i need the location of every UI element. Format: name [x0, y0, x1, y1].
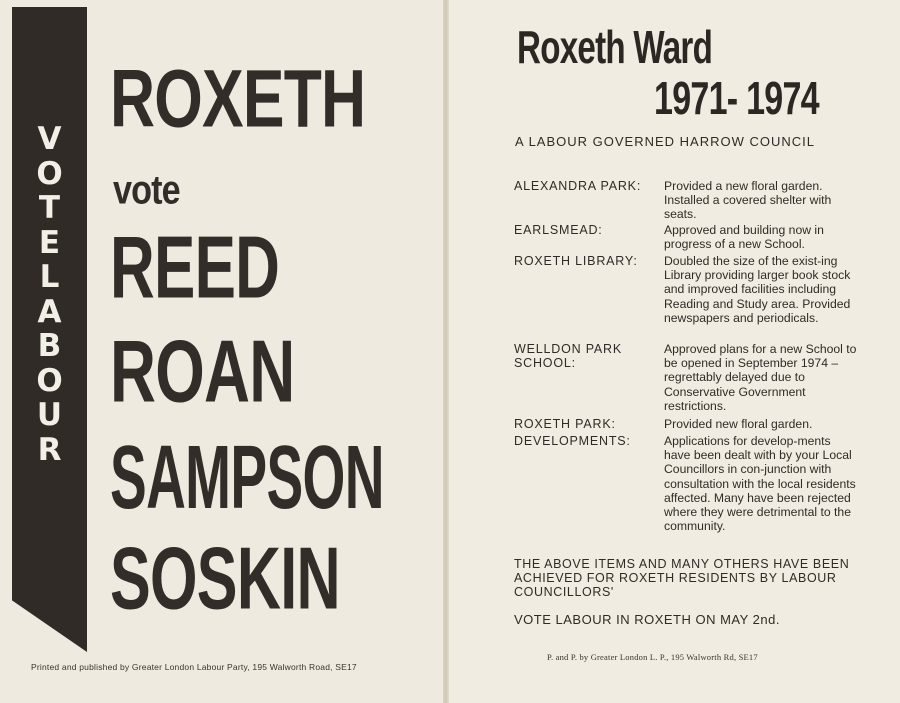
banner-letter: T	[38, 190, 61, 226]
item-description: Provided new floral garden.	[664, 417, 813, 431]
item-description: Doubled the size of the exist-ing Library providing larger book stock and improved facilities including Reading and Study area. Provided newspapers and periodicals.	[664, 254, 851, 325]
closing-statement: THE ABOVE ITEMS AND MANY OTHERS HAVE BEEN ACHIEVED FOR ROXETH RESIDENTS BY LABOUR COUNCILLORS'	[514, 557, 850, 599]
item-label: ALEXANDRA PARK:	[514, 179, 642, 193]
banner-letter: B	[37, 328, 62, 364]
item-description: Provided a new floral garden. Installed a covered shelter with seats.	[664, 179, 832, 222]
banner-letter: L	[39, 259, 60, 295]
item-label: EARLSMEAD:	[514, 223, 603, 237]
item-label: WELLDON PARK SCHOOL:	[514, 342, 623, 370]
subheading: A LABOUR GOVERNED HARROW COUNCIL	[515, 134, 815, 149]
item-label: ROXETH PARK:	[514, 417, 616, 431]
vote-call-to-action: VOTE LABOUR IN ROXETH ON MAY 2nd.	[514, 612, 780, 627]
item-label: DEVELOPMENTS:	[514, 434, 631, 448]
banner-letter: U	[36, 397, 63, 433]
page-title: Roxeth Ward	[517, 21, 713, 73]
vote-word: vote	[113, 168, 180, 214]
banner-letter: V	[37, 121, 62, 157]
banner-letter: R	[37, 431, 62, 468]
imprint-left: Printed and published by Greater London Labour Party, 195 Walworth Road, SE17	[31, 662, 357, 672]
page-fold	[443, 0, 449, 703]
banner-letter: O	[36, 155, 63, 192]
candidate-name: REED	[110, 219, 280, 317]
candidate-name: ROAN	[110, 323, 295, 421]
candidate-name: SOSKIN	[110, 529, 340, 628]
banner-letter: O	[36, 362, 63, 399]
banner-text	[12, 122, 87, 467]
imprint-right: P. and P. by Greater London L. P., 195 Walworth Rd, SE17	[547, 652, 758, 662]
page-title-years: 1971- 1974	[654, 72, 819, 124]
banner-letter: A	[37, 293, 62, 330]
item-description: Approved plans for a new School to be opened in September 1974 – regrettably delayed due to Conservative Government restrictions.	[664, 342, 857, 413]
item-description: Applications for develop-ments have been dealt with by your Local Councillors in con-junction with consultation with the local residents affected. Many have been rejected where they were detrimental to the community.	[664, 434, 856, 534]
ward-heading: ROXETH	[110, 53, 366, 144]
banner-letter: E	[38, 224, 61, 261]
item-description: Approved and building now in progress of a new School.	[664, 223, 824, 252]
item-label: ROXETH LIBRARY:	[514, 254, 638, 268]
candidate-name: SAMPSON	[110, 427, 384, 528]
